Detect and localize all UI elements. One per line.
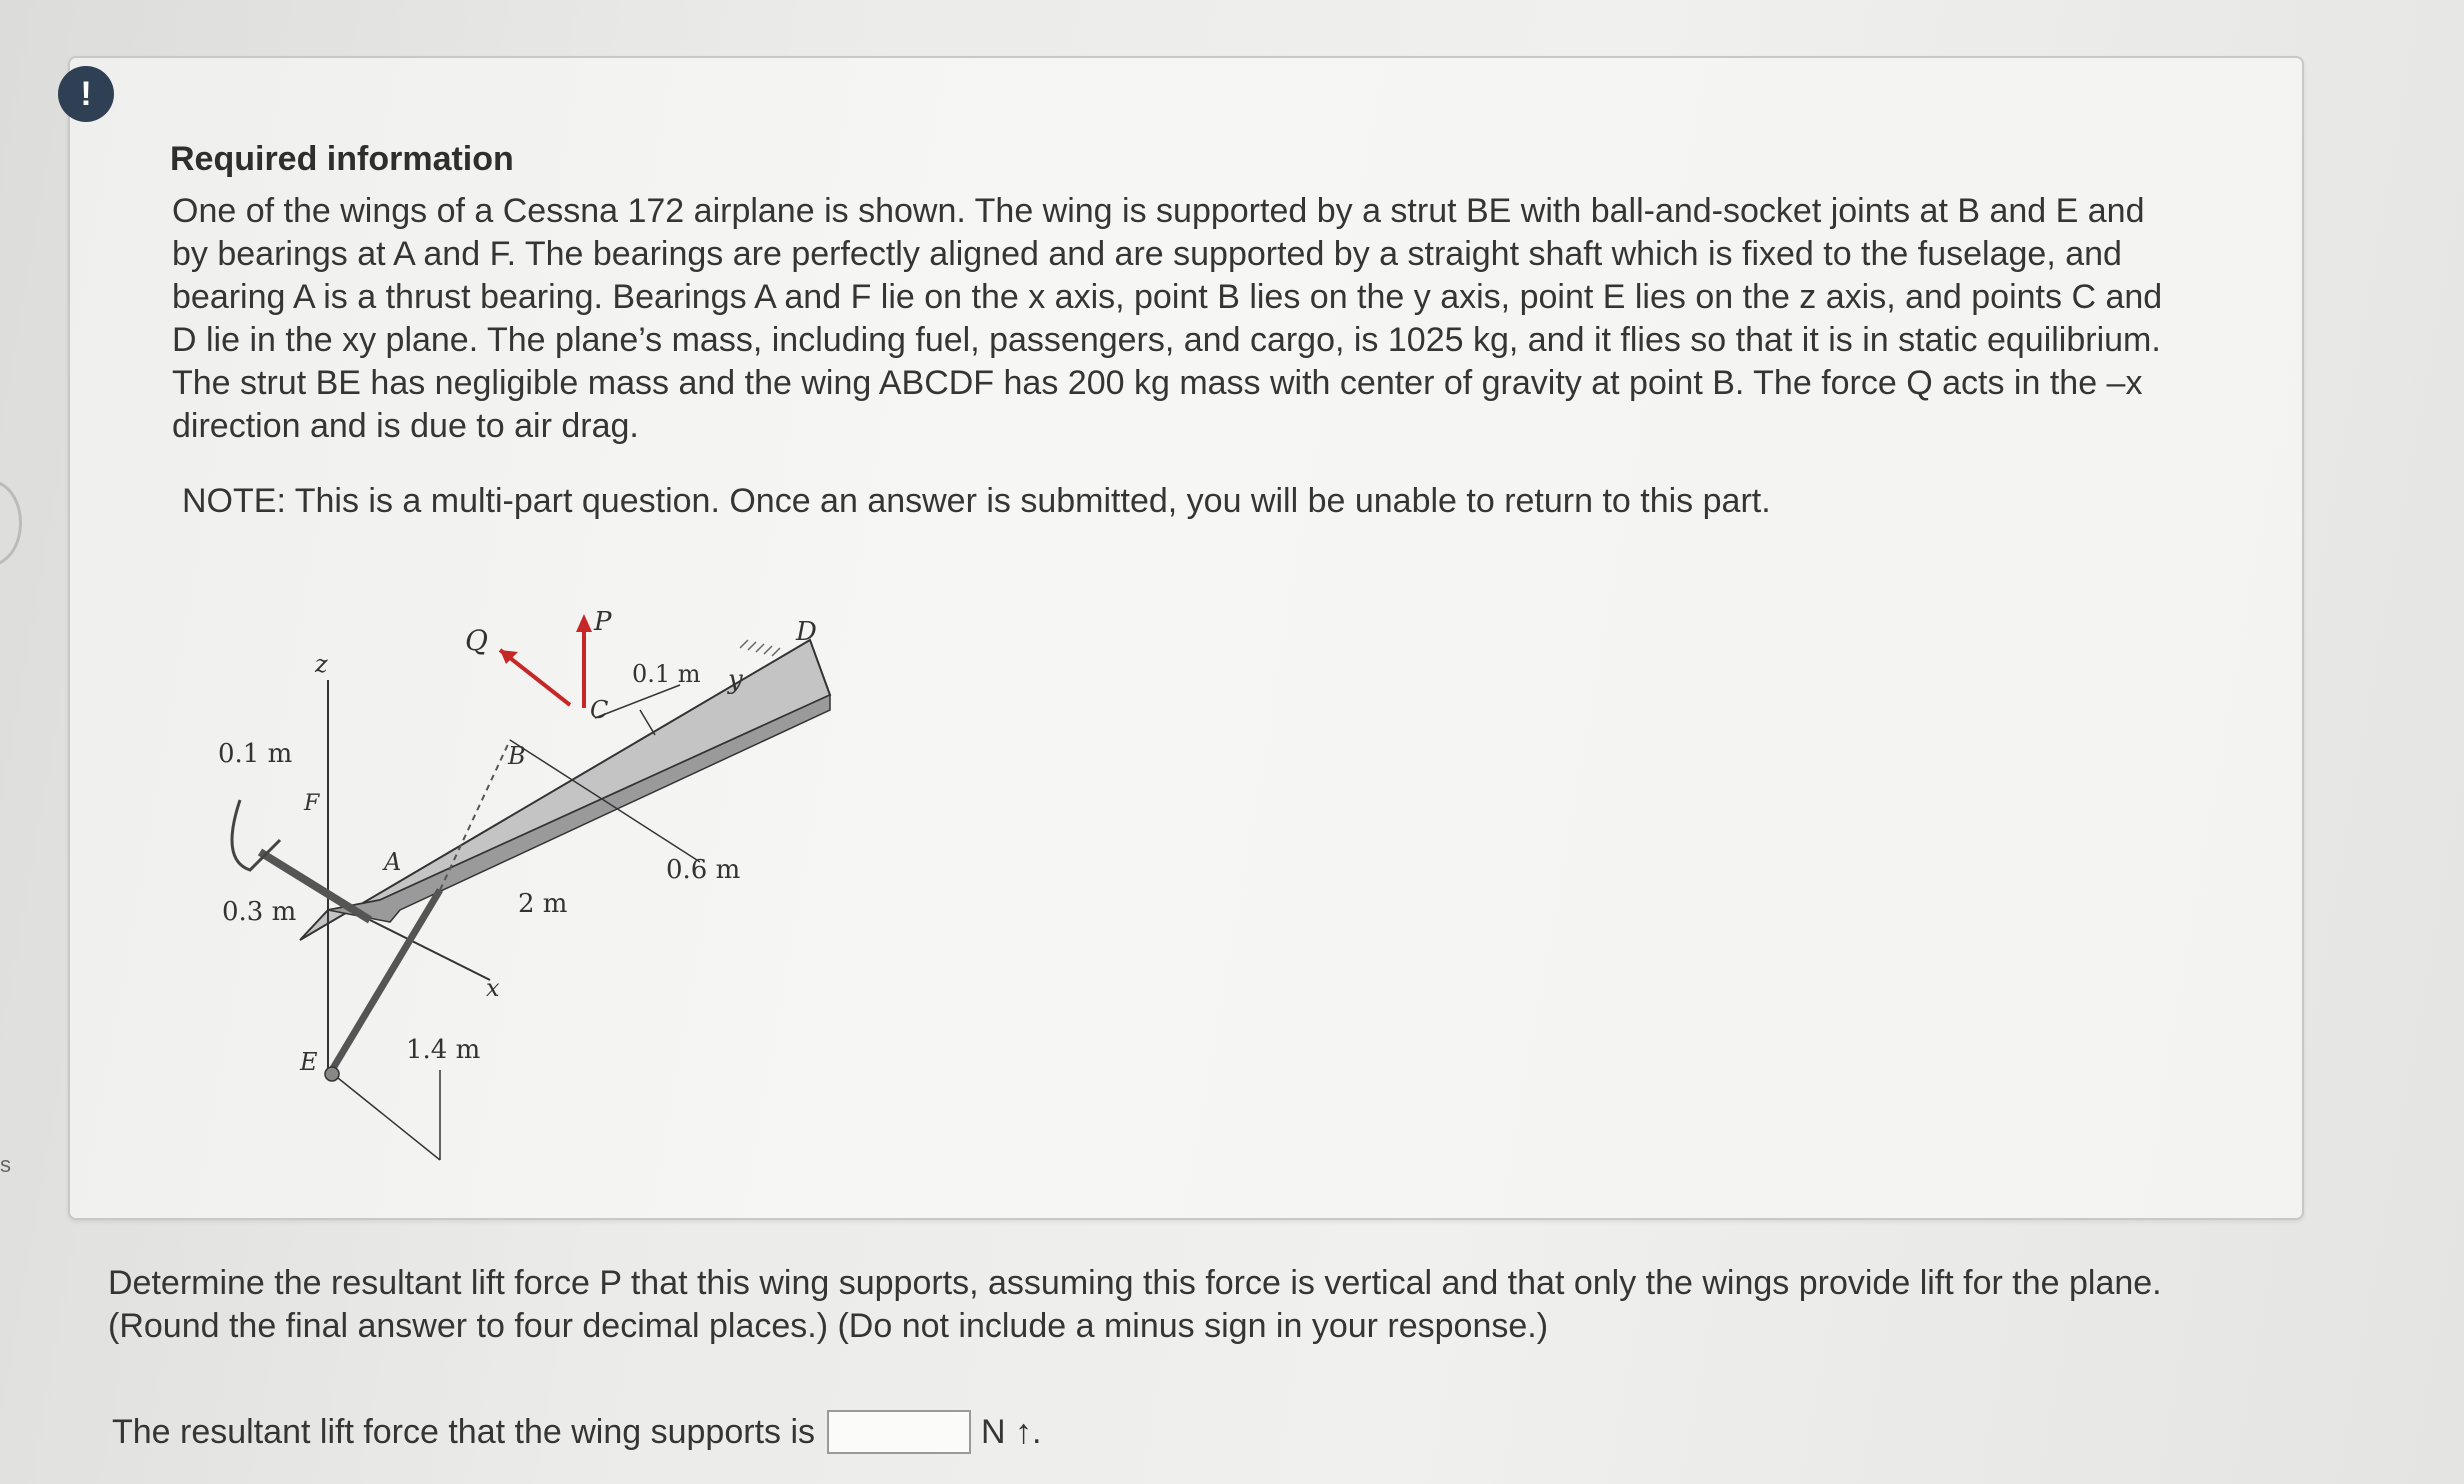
problem-statement: One of the wings of a Cessna 172 airplane is shown. The wing is supported by a strut BE with ball-and-socket joints at B and E and by bearings at A and F. The bearings are perfectly aligned and are supported by a straight shaft which is fixed to the fuselage, and bearing A is a thrust bearing. Bearings A and F lie on the x axis, point B lies on the y axis, point E lies on the z axis, and points C and D lie in the xy plane. The plane’s mass, including fuel, passengers, and cargo, is 1025 kg, and it flies so that it is in static equilibrium. The strut BE has negligible mass and the wing ABCDF has 200 kg mass with center of gravity at point B. The force Q acts in the –x direction and is due to air drag. bbox=[172, 192, 2163, 445]
alert-icon: ! bbox=[58, 66, 114, 122]
lift-force-input[interactable] bbox=[827, 1410, 971, 1454]
label-y: y bbox=[728, 665, 743, 695]
label-f: F bbox=[304, 791, 320, 816]
label-dim-14: 1.4 m bbox=[406, 1035, 481, 1065]
question-prompt: Determine the resultant lift force P that this wing supports, assuming this force is vertical and that only the wings provide lift for the plane. (Round the final answer to four decimal places.) (Do not include a minus sign in your response.) bbox=[108, 1264, 2162, 1345]
label-d: D bbox=[796, 617, 817, 647]
wing-tip-hatch bbox=[740, 640, 780, 656]
multipart-note: NOTE: This is a multi-part question. Once an answer is submitted, you will be unable to return to this part. bbox=[182, 482, 1771, 520]
label-p: P bbox=[594, 607, 612, 637]
label-c: C bbox=[590, 696, 609, 724]
bearing-e bbox=[325, 1067, 339, 1081]
required-info-title: Required information bbox=[170, 140, 514, 178]
label-dim-03: 0.3 m bbox=[222, 897, 297, 927]
label-dim-01-left: 0.1 m bbox=[218, 739, 293, 769]
label-dim-2: 2 m bbox=[518, 889, 568, 919]
label-z: z bbox=[315, 650, 328, 678]
answer-label: The resultant lift force that the wing supports is bbox=[112, 1412, 816, 1451]
force-p-head bbox=[576, 614, 592, 632]
label-q: Q bbox=[465, 624, 488, 657]
dim-line-14 bbox=[328, 1070, 440, 1160]
label-x: x bbox=[486, 974, 500, 1002]
answer-row bbox=[112, 1410, 1041, 1454]
label-a: A bbox=[384, 848, 402, 876]
dim-line-06 bbox=[640, 710, 655, 735]
label-dim-01-top: 0.1 m bbox=[632, 660, 701, 688]
label-dim-06: 0.6 m bbox=[666, 855, 741, 885]
left-panel-letter: s bbox=[0, 1152, 11, 1177]
left-panel-edge bbox=[0, 480, 22, 566]
label-b: B bbox=[508, 742, 526, 770]
unit-label: N ↑. bbox=[981, 1412, 1042, 1451]
wing-diagram bbox=[200, 600, 860, 1180]
label-e: E bbox=[300, 1048, 318, 1076]
